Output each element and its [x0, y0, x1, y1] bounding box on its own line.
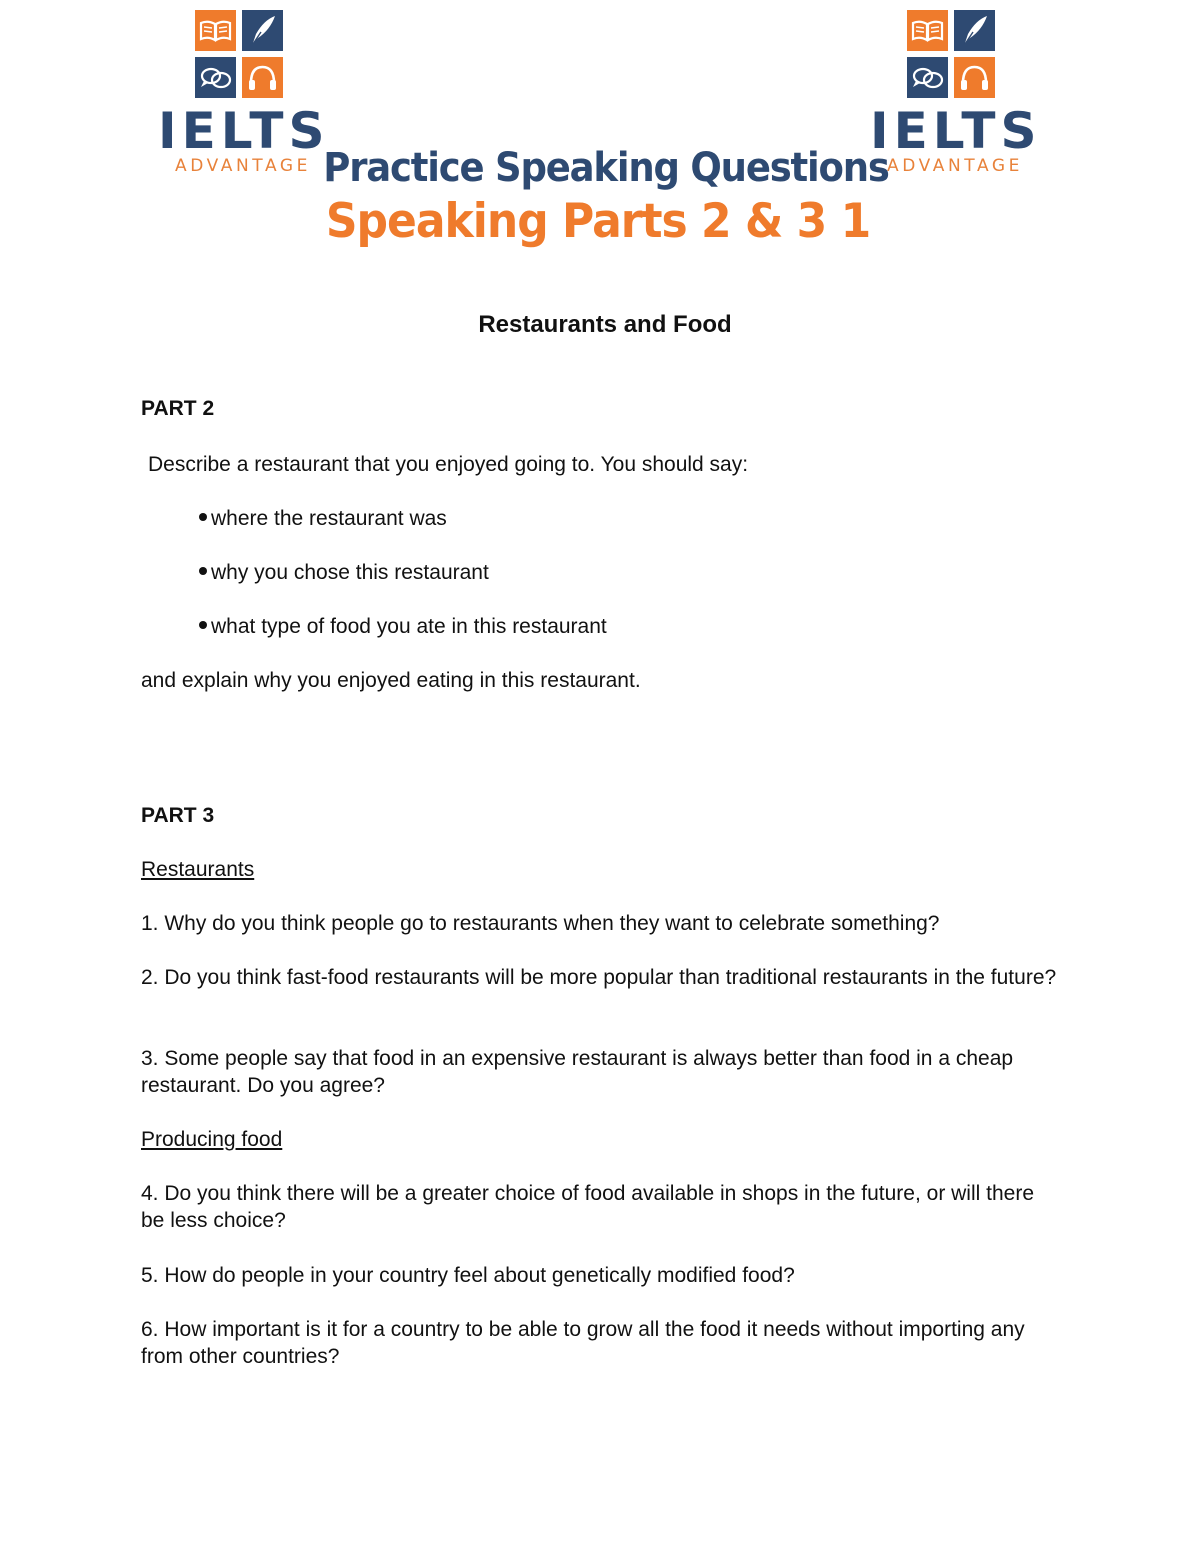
bullet-item: [199, 613, 607, 640]
question-item: 4. Do you think there will be a greater choice of food available in shops in the future, or will there be less choice?: [141, 1182, 1035, 1232]
chat-bubbles-icon: [195, 57, 236, 98]
logo-tagline-text: ADVANTAGE: [174, 156, 312, 176]
bullet-item: [199, 559, 489, 586]
question-item: 3. Some people say that food in an expensive restaurant is always better than food in a cheap restaurant. Do you agree?: [141, 1047, 1014, 1097]
part2-heading: PART 2: [141, 397, 215, 420]
part2-closing: and explain why you enjoyed eating in this restaurant.: [141, 669, 641, 692]
page-title: Practice Speaking Questions: [323, 144, 889, 191]
bullet-text: what type of food you ate in this restaurant: [211, 615, 607, 638]
part3-heading: PART 3: [141, 804, 215, 827]
headphones-icon: [242, 57, 283, 98]
logo-brand-text: IELTS: [158, 102, 330, 160]
section-title-restaurants: Restaurants: [141, 858, 255, 881]
bullet-icon: [199, 621, 207, 629]
chat-bubbles-icon: [907, 57, 948, 98]
question-item: 5. How do people in your country feel about genetically modified food?: [141, 1264, 795, 1287]
open-book-icon: [195, 10, 236, 51]
question-item: 2. Do you think fast-food restaurants will be more popular than traditional restaurants in the future?: [141, 966, 1057, 989]
bullet-icon: [199, 567, 207, 575]
logo-brand-text: IELTS: [870, 102, 1042, 160]
page-subtitle: Speaking Parts 2 & 3 1: [325, 193, 871, 250]
question-item: 1. Why do you think people go to restaurants when they want to celebrate something?: [141, 912, 940, 935]
bullet-text: where the restaurant was: [211, 507, 447, 530]
topic-heading: Restaurants and Food: [478, 311, 732, 338]
logo-tiles: [195, 10, 285, 100]
bullet-icon: [199, 513, 207, 521]
bullet-item: [199, 505, 447, 532]
logo-tagline-text: ADVANTAGE: [886, 156, 1024, 176]
headphones-icon: [954, 57, 995, 98]
part2-prompt: Describe a restaurant that you enjoyed going to. You should say:: [148, 453, 749, 476]
quill-pen-icon: [242, 10, 283, 51]
section-title-producing-food: Producing food: [141, 1128, 283, 1151]
open-book-icon: [907, 10, 948, 51]
bullet-text: why you chose this restaurant: [211, 561, 489, 584]
question-item: 6. How important is it for a country to be able to grow all the food it needs without importing any from other countries?: [141, 1318, 1025, 1368]
quill-pen-icon: [954, 10, 995, 51]
logo-tiles: [907, 10, 997, 100]
